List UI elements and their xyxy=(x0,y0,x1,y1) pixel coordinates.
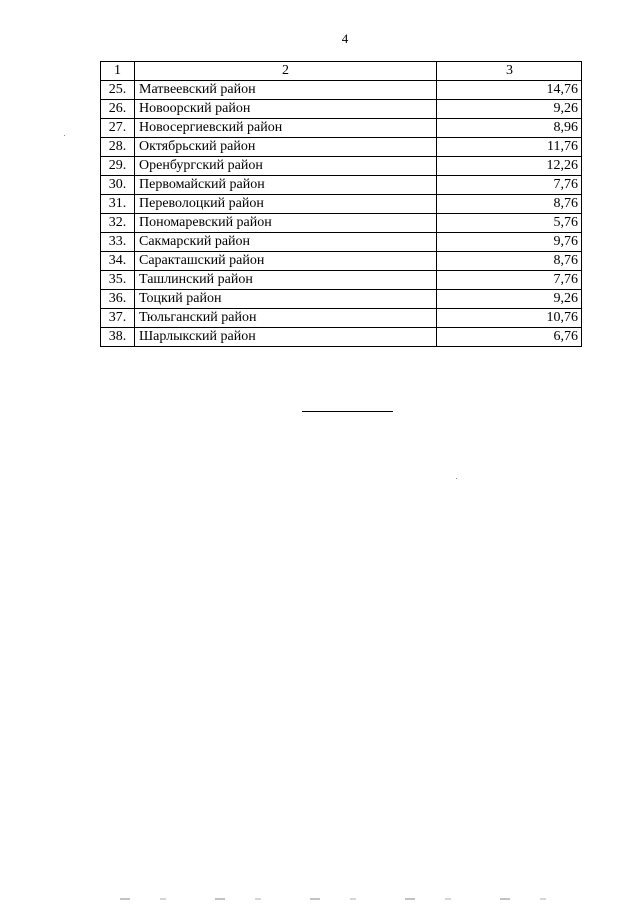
district-name: Ташлинский район xyxy=(135,271,437,290)
table-row xyxy=(101,252,582,271)
row-number: 37. xyxy=(101,309,135,328)
row-number: 29. xyxy=(101,157,135,176)
district-name: Матвеевский район xyxy=(135,81,437,100)
row-number: 31. xyxy=(101,195,135,214)
scan-artifact-dot xyxy=(64,135,65,136)
district-value: 8,96 xyxy=(437,119,582,138)
district-value: 8,76 xyxy=(437,195,582,214)
district-name: Пономаревский район xyxy=(135,214,437,233)
row-number: 26. xyxy=(101,100,135,119)
district-value: 10,76 xyxy=(437,309,582,328)
end-of-document-rule xyxy=(302,411,393,412)
table-row xyxy=(101,176,582,195)
district-value: 9,76 xyxy=(437,233,582,252)
district-value: 5,76 xyxy=(437,214,582,233)
data-table xyxy=(100,61,582,347)
row-number: 25. xyxy=(101,81,135,100)
row-number: 32. xyxy=(101,214,135,233)
scan-artifact-dot xyxy=(456,478,457,479)
row-number: 35. xyxy=(101,271,135,290)
row-number: 28. xyxy=(101,138,135,157)
table-row xyxy=(101,195,582,214)
district-name: Оренбургский район xyxy=(135,157,437,176)
district-value: 9,26 xyxy=(437,290,582,309)
district-value: 7,76 xyxy=(437,271,582,290)
district-name: Сакмарский район xyxy=(135,233,437,252)
row-number: 30. xyxy=(101,176,135,195)
page-number: 4 xyxy=(341,31,349,46)
district-name: Новоорский район xyxy=(135,100,437,119)
table-row xyxy=(101,328,582,347)
district-value: 7,76 xyxy=(437,176,582,195)
district-value: 14,76 xyxy=(437,81,582,100)
district-name: Переволоцкий район xyxy=(135,195,437,214)
district-name: Тюльганский район xyxy=(135,309,437,328)
table-row xyxy=(101,290,582,309)
row-number: 38. xyxy=(101,328,135,347)
row-number: 36. xyxy=(101,290,135,309)
table-row xyxy=(101,214,582,233)
district-value: 6,76 xyxy=(437,328,582,347)
district-name: Октябрьский район xyxy=(135,138,437,157)
district-name: Саракташский район xyxy=(135,252,437,271)
header-cell-3: 3 xyxy=(437,62,582,81)
district-name: Новосергиевский район xyxy=(135,119,437,138)
district-value: 12,26 xyxy=(437,157,582,176)
table-row xyxy=(101,81,582,100)
header-cell-1: 1 xyxy=(101,62,135,81)
table-row xyxy=(101,271,582,290)
district-name: Шарлыкский район xyxy=(135,328,437,347)
table-row xyxy=(101,138,582,157)
table-row xyxy=(101,157,582,176)
district-value: 8,76 xyxy=(437,252,582,271)
table-row xyxy=(101,309,582,328)
district-name: Первомайский район xyxy=(135,176,437,195)
district-value: 9,26 xyxy=(437,100,582,119)
table-row xyxy=(101,233,582,252)
row-number: 27. xyxy=(101,119,135,138)
table-header-row xyxy=(101,62,582,81)
row-number: 34. xyxy=(101,252,135,271)
district-value: 11,76 xyxy=(437,138,582,157)
table-body xyxy=(101,62,582,347)
table-row xyxy=(101,119,582,138)
scan-artifact-footer xyxy=(120,898,590,900)
row-number: 33. xyxy=(101,233,135,252)
district-name: Тоцкий район xyxy=(135,290,437,309)
header-cell-2: 2 xyxy=(135,62,437,81)
table-row xyxy=(101,100,582,119)
